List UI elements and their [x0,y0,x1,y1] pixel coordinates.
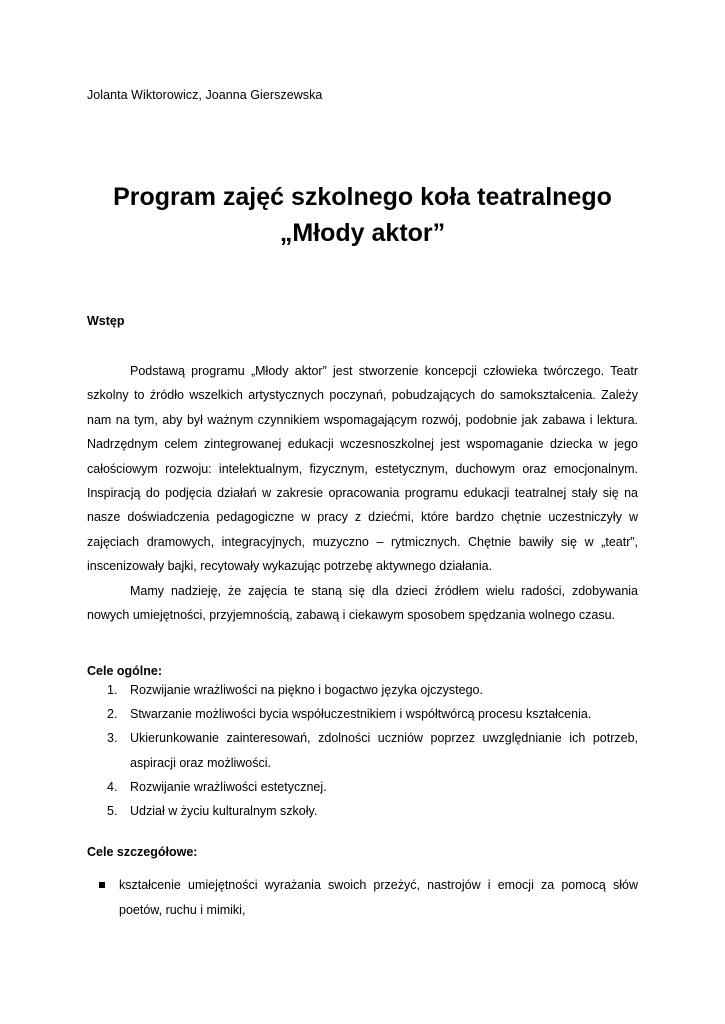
list-item-number: 5. [107,804,118,819]
list-item [87,702,638,726]
detailed-goals-list [87,873,638,923]
list-item [87,678,638,702]
list-item-number: 2. [107,707,118,722]
intro-paragraph: Podstawą programu „Młody aktor” jest stworzenie koncepcji człowieka twórczego. Teatr szkolny to źródło wszelkich artystycznych poczynań, pobudzających do samokształcenia. Zależy nam na tym, aby był ważnym czynnikiem wspomagającym rozwój, podobnie jak zabawa i lektura. Nadrzędnym celem zintegrowanej edukacji wczesnoszkolnej jest wspomaganie dziecka w jego całościowym rozwoju: intelektualnym, fizycznym, estetycznym, duchowym oraz emocjonalnym. Inspiracją do podjęcia działań w zakresie opracowania programu edukacji teatralnej stały się na nasze doświadczenia pedagogiczne w pracy z dziećmi, które bardzo chętnie uczestniczyły w zajęciach dramowych, integracyjnych, muzyczno – rytmicznych. Chętnie bawiły się w „teatr”, inscenizowały bajki, recytowały wykazując potrzebę aktywnego działania. [87,364,638,574]
document-title-line-1: Program zajęć szkolnego koła teatralnego [113,183,612,211]
list-item [87,726,638,774]
general-goals-list [87,678,638,823]
list-item-text: Ukierunkowanie zainteresowań, zdolności uczniów poprzez uwzględnianie ich potrzeb, aspiracji oraz możliwości. [130,731,638,770]
list-item-text: Stwarzanie możliwości bycia współuczestnikiem i współtwórcą procesu kształcenia. [130,707,592,722]
section-heading-intro: Wstęp [87,314,125,328]
list-item-text: Udział w życiu kulturalnym szkoły. [130,804,318,819]
list-item [87,799,638,823]
intro-section [87,359,638,627]
list-item-text: kształcenie umiejętności wyrażania swoich przeżyć, nastrojów i emocji za pomocą słów poetów, ruchu i mimiki, [119,878,638,917]
list-item-text: Rozwijanie wrażliwości na piękno i bogactwo języka ojczystego. [130,683,483,697]
list-item-number: 3. [107,731,118,746]
list-item-number: 1. [107,683,118,697]
list-item-text: Rozwijanie wrażliwości estetycznej. [130,779,327,794]
document-title-line-2: „Młody aktor” [279,219,446,247]
authors-line: Jolanta Wiktorowicz, Joanna Gierszewska [87,88,323,102]
square-bullet-icon [99,882,105,888]
list-item [87,775,638,799]
list-item [87,873,638,923]
intro-paragraph: Mamy nadzieję, że zajęcia te staną się dla dzieci źródłem wielu radości, zdobywania nowych umiejętności, przyjemnością, zabawą i ciekawym sposobem spędzania wolnego czasu. [87,583,638,623]
list-item-number: 4. [107,779,118,794]
section-heading-general-goals: Cele ogólne: [87,664,163,678]
section-heading-detailed-goals: Cele szczegółowe: [87,845,198,859]
